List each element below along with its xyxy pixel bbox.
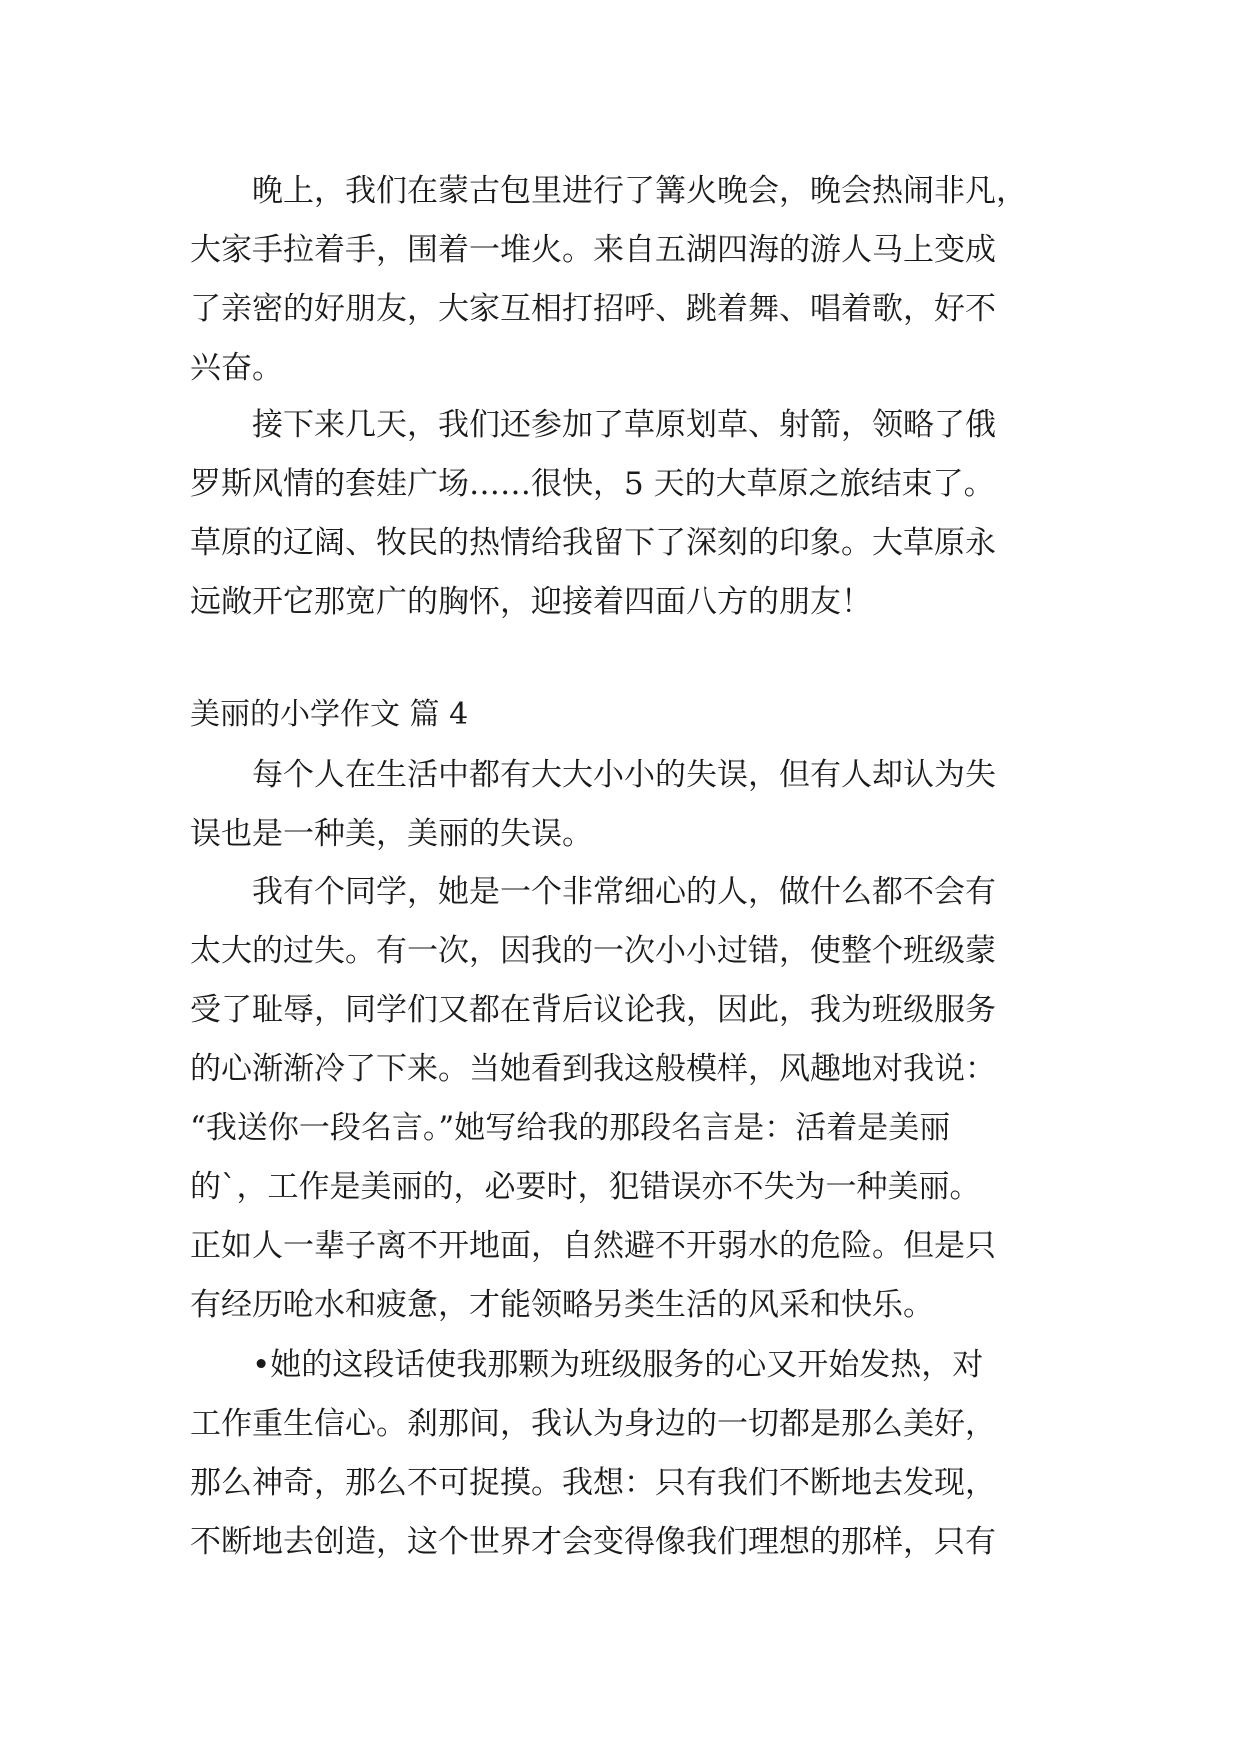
text-line: •她的这段话使我那颗为班级服务的心又开始发热，对 [190,1347,984,1383]
text-line: 接下来几天，我们还参加了草原划草、射箭，领略了俄 [190,407,996,443]
section-heading: 美丽的小学作文 篇 4 [190,697,469,732]
text-line: 了亲密的好朋友，大家互相打招呼、跳着舞、唱着歌，好不 [190,291,996,327]
text-line: 工作重生信心。刹那间，我认为身边的一切都是那么美好， [190,1406,996,1442]
text-line: 大家手拉着手，围着一堆火。来自五湖四海的游人马上变成 [190,232,996,268]
text-line: “我送你一段名言。”她写给我的那段名言是：活着是美丽 [190,1110,951,1146]
text-line: 晚上，我们在蒙古包里进行了篝火晚会，晚会热闹非凡， [190,173,1027,209]
text-line: 的`，工作是美丽的，必要时，犯错误亦不失为一种美丽。 [190,1169,981,1205]
text-line: 有经历呛水和疲惫，才能领略另类生活的风采和快乐。 [190,1287,934,1323]
text-line: 的心渐渐冷了下来。当她看到我这般模样，风趣地对我说： [190,1051,996,1087]
text-line: 每个人在生活中都有大大小小的失误，但有人却认为失 [190,757,996,793]
text-line: 草原的辽阔、牧民的热情给我留下了深刻的印象。大草原永 [190,525,996,561]
text-line: 远敞开它那宽广的胸怀，迎接着四面八方的朋友！ [190,584,872,620]
text-line: 罗斯风情的套娃广场……很快，5 天的大草原之旅结束了。 [190,466,995,502]
text-line: 那么神奇，那么不可捉摸。我想：只有我们不断地去发现， [190,1465,996,1501]
text-line: 兴奋。 [190,350,283,386]
text-line: 受了耻辱，同学们又都在背后议论我，因此，我为班级服务 [190,992,996,1028]
text-line: 太大的过失。有一次，因我的一次小小过错，使整个班级蒙 [190,933,996,969]
text-line: 正如人一辈子离不开地面，自然避不开弱水的危险。但是只 [190,1228,996,1264]
text-line: 误也是一种美，美丽的失误。 [190,816,593,852]
text-line: 我有个同学，她是一个非常细心的人，做什么都不会有 [190,874,996,910]
text-line: 不断地去创造，这个世界才会变得像我们理想的那样，只有 [190,1524,996,1560]
